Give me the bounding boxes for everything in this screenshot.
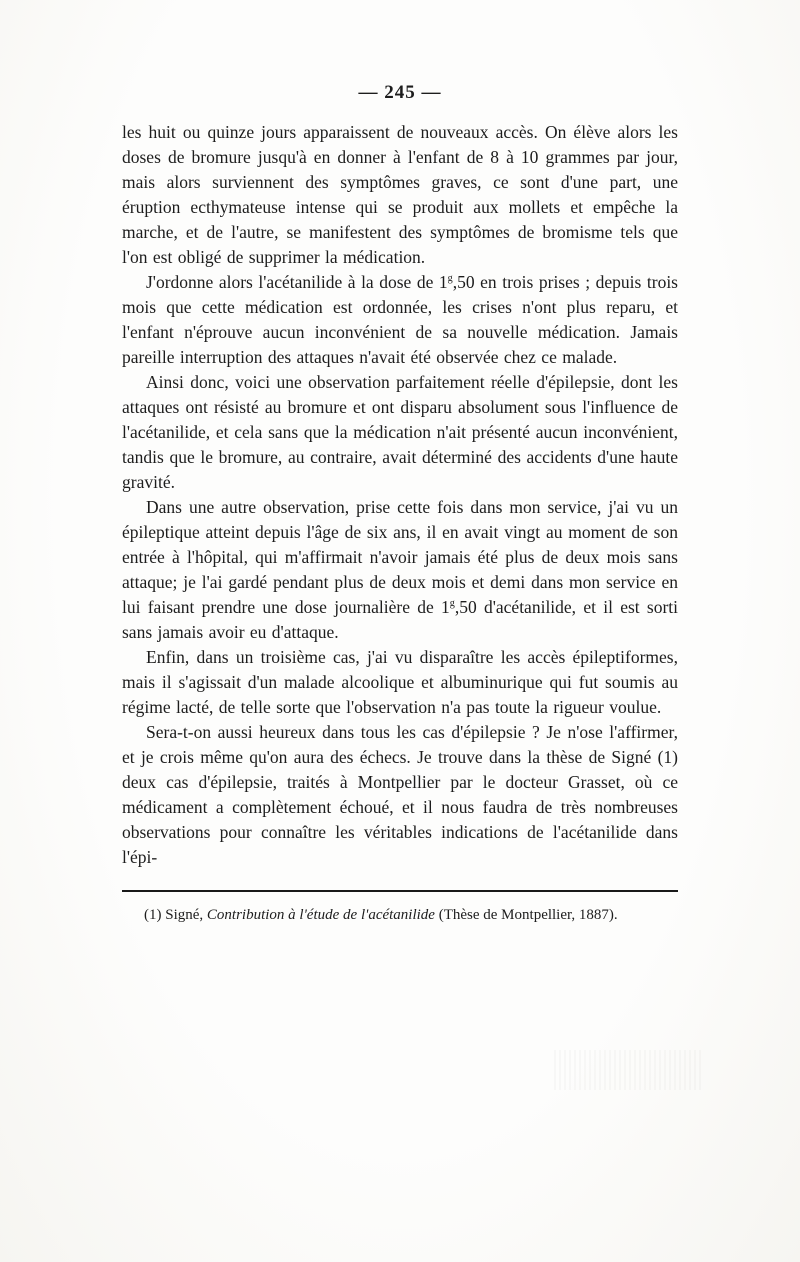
superscript-unit: g — [447, 273, 453, 285]
superscript-unit: g — [449, 598, 455, 610]
paragraph — [122, 645, 678, 720]
footnote — [122, 904, 678, 927]
paragraph-text: ,50 en trois prises ; depuis trois mois que cette médication est ordonnée, les crises n'ont plus reparu, et l'enfant n'éprouve aucun inconvénient de sa nouvelle médication. Jamais pareille interruption des attaques n'avait été observée chez ce malade. — [122, 272, 678, 367]
paragraph-text: J'ordonne alors l'acétanilide à la dose de 1 — [146, 272, 448, 292]
page-number: — 245 — — [358, 82, 442, 103]
paragraph — [122, 270, 678, 370]
scan-smudge-artifact — [554, 1050, 704, 1090]
footnote-marker-text: (1) Signé, — [144, 907, 207, 923]
paragraph-text: ,50 d'acétanilide, et il est sorti sans jamais avoir eu d'attaque. — [122, 597, 679, 642]
paragraph — [122, 370, 678, 495]
paragraph-text: Ainsi donc, voici une observation parfaitement réelle d'épilepsie, dont les attaques ont résisté au bromure et ont disparu absolument sous l'influence de l'acétanilide, et cela sans que la médication n'ait présenté aucun inconvénient, tandis que le bromure, au contraire, avait déterminé des accidents d'une haute gravité. — [122, 372, 678, 492]
paragraph-text: Enfin, dans un troisième cas, j'ai vu disparaître les accès épileptiformes, mais il s'agissait d'un malade alcoolique et albuminurique qui fut soumis au régime lacté, de telle sorte que l'observation n'a pas toute la rigueur voulue. — [122, 647, 678, 717]
footnote-separator — [122, 890, 678, 892]
text-column — [122, 82, 678, 927]
footnote-title: Contribution à l'étude de l'acétanilide — [206, 907, 435, 923]
footnote-suffix: (Thèse de Montpellier, 1887). — [434, 907, 618, 923]
page-body — [122, 120, 678, 870]
paragraph-text: Sera-t-on aussi heureux dans tous les cas d'épilepsie ? Je n'ose l'affirmer, et je crois même qu'on aura des échecs. Je trouve dans la thèse de Signé (1) deux cas d'épilepsie, traités à Montpellier par le docteur Grasset, où ce médicament a complètement échoué, et il nous faudra de très nombreuses observations pour connaître les véritables indications de l'acétanilide dans l'épi- — [122, 722, 678, 867]
paragraph-text: Dans une autre observation, prise cette fois dans mon service, j'ai vu un épileptique atteint depuis l'âge de six ans, il en avait vingt au moment de son entrée à l'hôpital, qui m'affirmait n'avoir jamais été plus de deux mois sans attaque; je l'ai gardé pendant plus de deux mois et demi dans mon service en lui faisant prendre une dose journalière de 1 — [122, 497, 678, 617]
paragraph — [122, 120, 678, 270]
paragraph — [122, 495, 678, 645]
paragraph — [122, 720, 678, 870]
paragraph-text: les huit ou quinze jours apparaissent de nouveaux accès. On élève alors les doses de bromure jusqu'à en donner à l'enfant de 8 à 10 grammes par jour, mais alors surviennent des symptômes graves, ce sont d'une part, une éruption ecthymateuse intense qui se produit aux mollets et empêche la marche, et de l'autre, se manifestent des symptômes de bromisme tels que l'on est obligé de supprimer la médication. — [122, 122, 678, 267]
